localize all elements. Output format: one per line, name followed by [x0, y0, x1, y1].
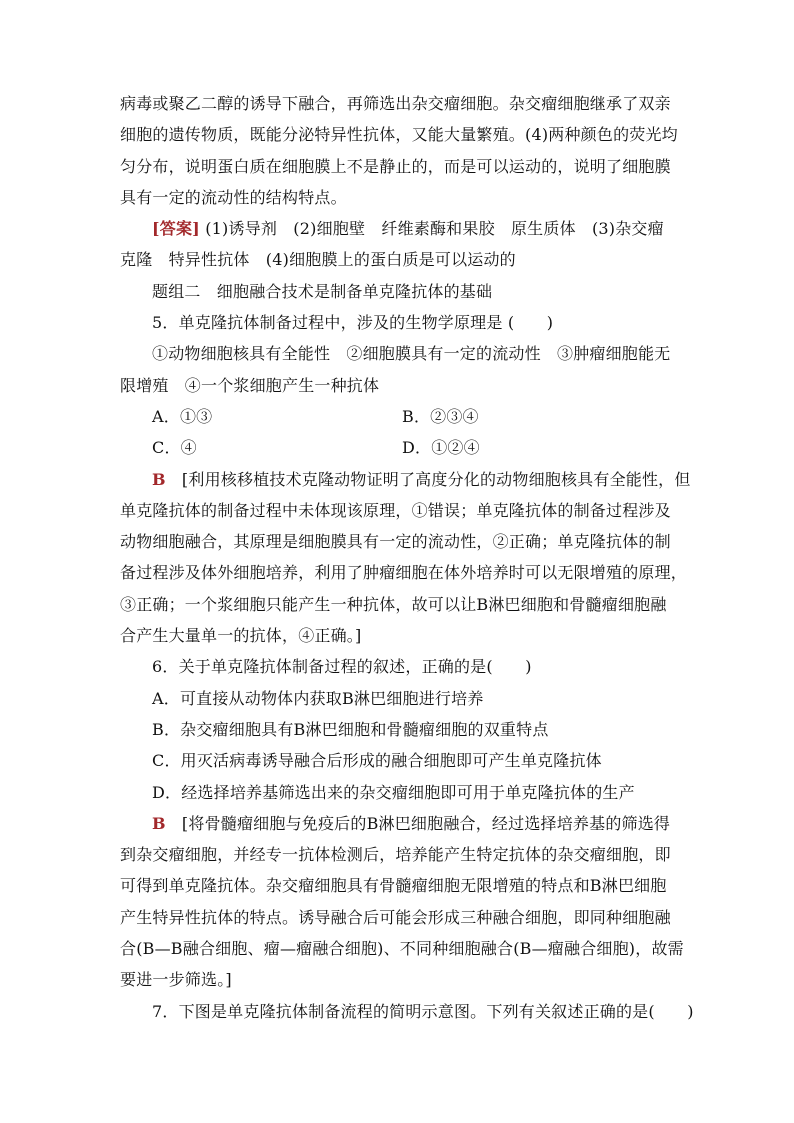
question-7: [120, 996, 694, 1027]
text-line: 细胞的遗传物质，既能分泌特异性抗体，又能大量繁殖。(4)两种颜色的荧光均: [120, 125, 678, 145]
explanation-line: 合(B—B融合细胞、瘤—瘤融合细胞)、不同种细胞融合(B—瘤融合细胞)，故需: [120, 939, 684, 959]
answer-tag: [答案]: [152, 219, 200, 239]
text-line: 匀分布，说明蛋白质在细胞膜上不是静止的，而是可以运动的，说明了细胞膜: [120, 156, 671, 176]
explanation-text: [将骨髓瘤细胞与免疫后的B淋巴细胞融合，经过选择培养基的筛选得: [165, 813, 671, 833]
group-title: 题组二 细胞融合技术是制备单克隆抗体的基础: [152, 281, 493, 301]
question-6: [120, 651, 684, 995]
explanation-text: [利用核移植技术克隆动物证明了高度分化的动物细胞核具有全能性，但: [165, 469, 691, 489]
answer-text-cont: 克隆 特异性抗体 (4)细胞膜上的蛋白质是可以运动的: [120, 250, 516, 270]
explanation-line: 备过程涉及体外细胞培养，利用了肿瘤细胞在体外培养时可以无限增殖的原理，: [120, 563, 688, 583]
statement-list: ①动物细胞核具有全能性 ②细胞膜具有一定的流动性 ③肿瘤细胞能无: [152, 344, 671, 364]
text-line: 病毒或聚乙二醇的诱导下融合，再筛选出杂交瘤细胞。杂交瘤细胞继承了双亲: [120, 94, 671, 113]
option-d: D．①②④: [402, 438, 480, 458]
option-c: C．④: [152, 438, 197, 458]
option-c: C．用灭活病毒诱导融合后形成的融合细胞即可产生单克隆抗体: [152, 751, 602, 771]
answer-block: [120, 213, 680, 276]
question-5: [120, 307, 691, 651]
statement-list-cont: 限增殖 ④一个浆细胞产生一种抗体: [120, 375, 380, 395]
intro-paragraph: [120, 88, 680, 213]
text-line: 具有一定的流动性的结构特点。: [120, 187, 347, 207]
explanation-line: 单克隆抗体的制备过程中未体现该原理，①错误；单克隆抗体的制备过程涉及: [120, 500, 671, 520]
explanation-line: 合产生大量单一的抗体，④正确。]: [120, 626, 362, 646]
question-stem: 5．单克隆抗体制备过程中，涉及的生物学原理是 ( ): [152, 313, 554, 333]
explanation-line: 要进一步筛选。]: [120, 970, 232, 990]
question-stem: 6．关于单克隆抗体制备过程的叙述，正确的是( ): [152, 657, 532, 677]
options-row: [120, 401, 680, 432]
options-row: [120, 432, 680, 463]
explanation-line: 动物细胞融合，其原理是细胞膜具有一定的流动性，②正确；单克隆抗体的制: [120, 532, 671, 552]
option-a: A．可直接从动物体内获取B淋巴细胞进行培养: [152, 688, 484, 708]
answer-letter: B: [152, 469, 166, 489]
explanation-line: 可得到单克隆抗体。杂交瘤细胞具有骨髓瘤细胞无限增殖的特点和B淋巴细胞: [120, 876, 667, 896]
explanation-line: 产生特异性抗体的特点。诱导融合后可能会形成三种融合细胞，即同种细胞融: [120, 907, 671, 927]
explanation-first-line: [120, 808, 680, 839]
explanation-first-line: [120, 464, 691, 495]
explanation-line: ③正确；一个浆细胞只能产生一种抗体，故可以让B淋巴细胞和骨髓瘤细胞融: [120, 594, 667, 614]
question-stem: 7．下图是单克隆抗体制备流程的简明示意图。下列有关叙述正确的是( ): [152, 1001, 694, 1021]
option-d: D．经选择培养基筛选出来的杂交瘤细胞即可用于单克隆抗体的生产: [152, 782, 635, 802]
explanation-line: 到杂交瘤细胞，并经专一抗体检测后，培养能产生特定抗体的杂交瘤细胞，即: [120, 845, 671, 865]
answer-text: (1)诱导剂 (2)细胞壁 纤维素酶和果胶 原生质体 (3)杂交瘤: [199, 219, 664, 239]
document-page: [120, 88, 694, 1027]
option-a: A．①③: [152, 406, 213, 426]
option-b: B．②③④: [402, 406, 479, 426]
option-b: B．杂交瘤细胞具有B淋巴细胞和骨髓瘤细胞的双重特点: [152, 719, 549, 739]
answer-letter: B: [152, 813, 166, 833]
